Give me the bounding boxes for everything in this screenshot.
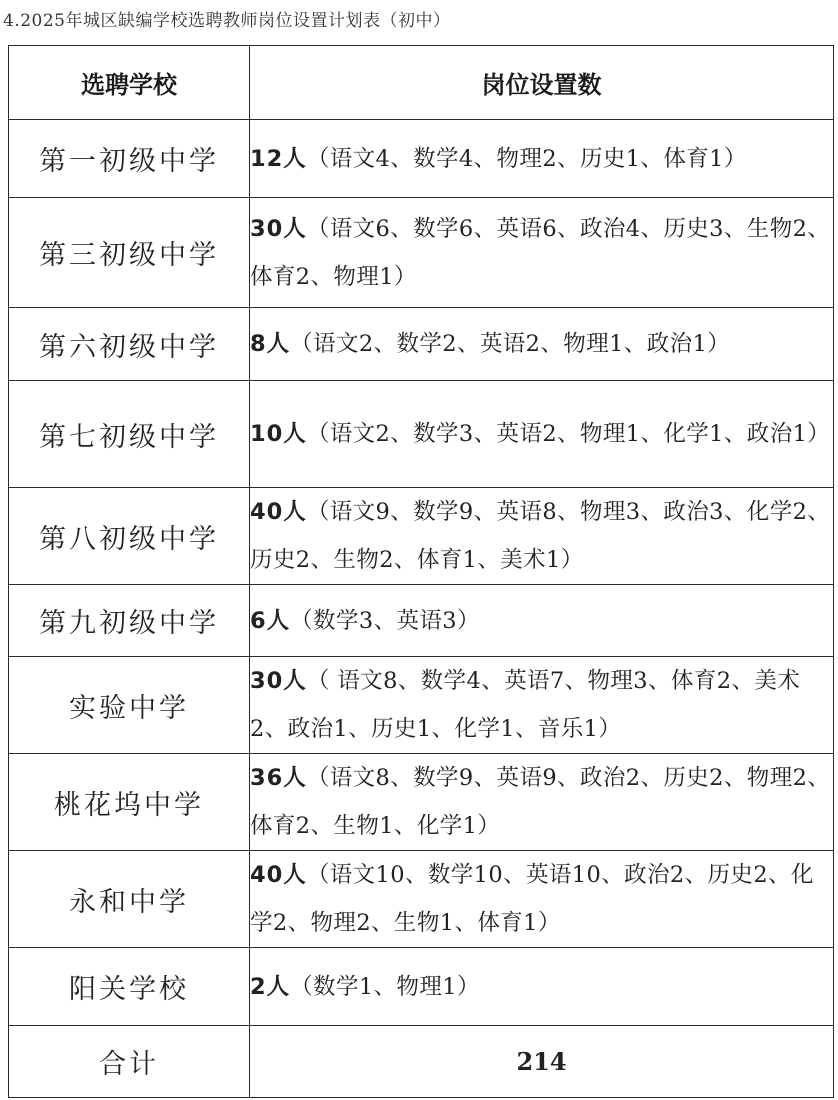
post-count: 40人 xyxy=(250,499,307,525)
table-row xyxy=(9,851,834,948)
post-detail: （语文2、数学3、英语2、物理1、化学1、政治1） xyxy=(306,421,831,447)
post-detail: （语文6、数学6、英语6、政治4、历史3、生物2、体育2、物理1） xyxy=(250,215,831,290)
post-count: 8人 xyxy=(250,331,291,357)
school-name: 桃花坞中学 xyxy=(9,754,250,851)
school-name: 永和中学 xyxy=(9,851,250,948)
header-school: 选聘学校 xyxy=(9,46,250,120)
post-cell xyxy=(250,381,834,488)
school-name: 第六初级中学 xyxy=(9,308,250,381)
table-caption: 4.2025年城区缺编学校选聘教师岗位设置计划表（初中） xyxy=(3,11,451,31)
post-count: 30人 xyxy=(250,668,307,694)
post-count: 2人 xyxy=(250,973,291,1000)
post-cell xyxy=(250,198,834,308)
post-detail: （语文9、数学9、英语8、物理3、政治3、化学2、历史2、生物2、体育1、美术1） xyxy=(250,499,831,573)
post-count: 36人 xyxy=(250,765,307,791)
table-row xyxy=(9,120,834,198)
post-cell xyxy=(250,120,834,198)
table-row xyxy=(9,308,834,381)
school-name: 第七初级中学 xyxy=(9,381,250,488)
post-cell xyxy=(250,657,834,754)
table-header-row xyxy=(9,46,834,120)
post-detail: （数学1、物理1） xyxy=(290,973,480,1000)
post-count: 10人 xyxy=(250,421,307,447)
school-name: 第一初级中学 xyxy=(9,120,250,198)
post-count: 30人 xyxy=(250,215,307,242)
post-detail: （语文8、数学9、英语9、政治2、历史2、物理2、体育2、生物1、化学1） xyxy=(250,765,831,839)
table-row xyxy=(9,198,834,308)
table-row xyxy=(9,657,834,754)
post-count: 40人 xyxy=(250,862,307,888)
table-row xyxy=(9,754,834,851)
table-row xyxy=(9,488,834,585)
school-name: 实验中学 xyxy=(9,657,250,754)
post-count: 6人 xyxy=(250,607,291,634)
table-row xyxy=(9,381,834,488)
post-cell xyxy=(250,851,834,948)
post-detail: （语文10、数学10、英语10、政治2、历史2、化学2、物理2、生物1、体育1） xyxy=(250,862,814,936)
post-cell xyxy=(250,308,834,381)
table-row xyxy=(9,585,834,657)
recruitment-plan-table xyxy=(8,45,834,1098)
post-detail: （语文2、数学2、英语2、物理1、政治1） xyxy=(290,331,731,357)
post-detail: （数学3、英语3） xyxy=(290,607,480,634)
school-name: 第三初级中学 xyxy=(9,198,250,308)
total-row xyxy=(9,1026,834,1098)
post-cell xyxy=(250,488,834,585)
header-posts: 岗位设置数 xyxy=(250,46,834,120)
post-detail: （ 语文8、数学4、英语7、物理3、体育2、美术2、政治1、历史1、化学1、音乐1） xyxy=(250,668,801,742)
table-row xyxy=(9,948,834,1026)
school-name: 第八初级中学 xyxy=(9,488,250,585)
post-count: 12人 xyxy=(250,145,307,172)
post-cell xyxy=(250,754,834,851)
post-cell xyxy=(250,948,834,1026)
school-name: 阳关学校 xyxy=(9,948,250,1026)
post-cell xyxy=(250,585,834,657)
total-label: 合计 xyxy=(9,1026,250,1098)
total-value: 214 xyxy=(250,1026,834,1098)
school-name: 第九初级中学 xyxy=(9,585,250,657)
post-detail: （语文4、数学4、物理2、历史1、体育1） xyxy=(306,145,747,172)
